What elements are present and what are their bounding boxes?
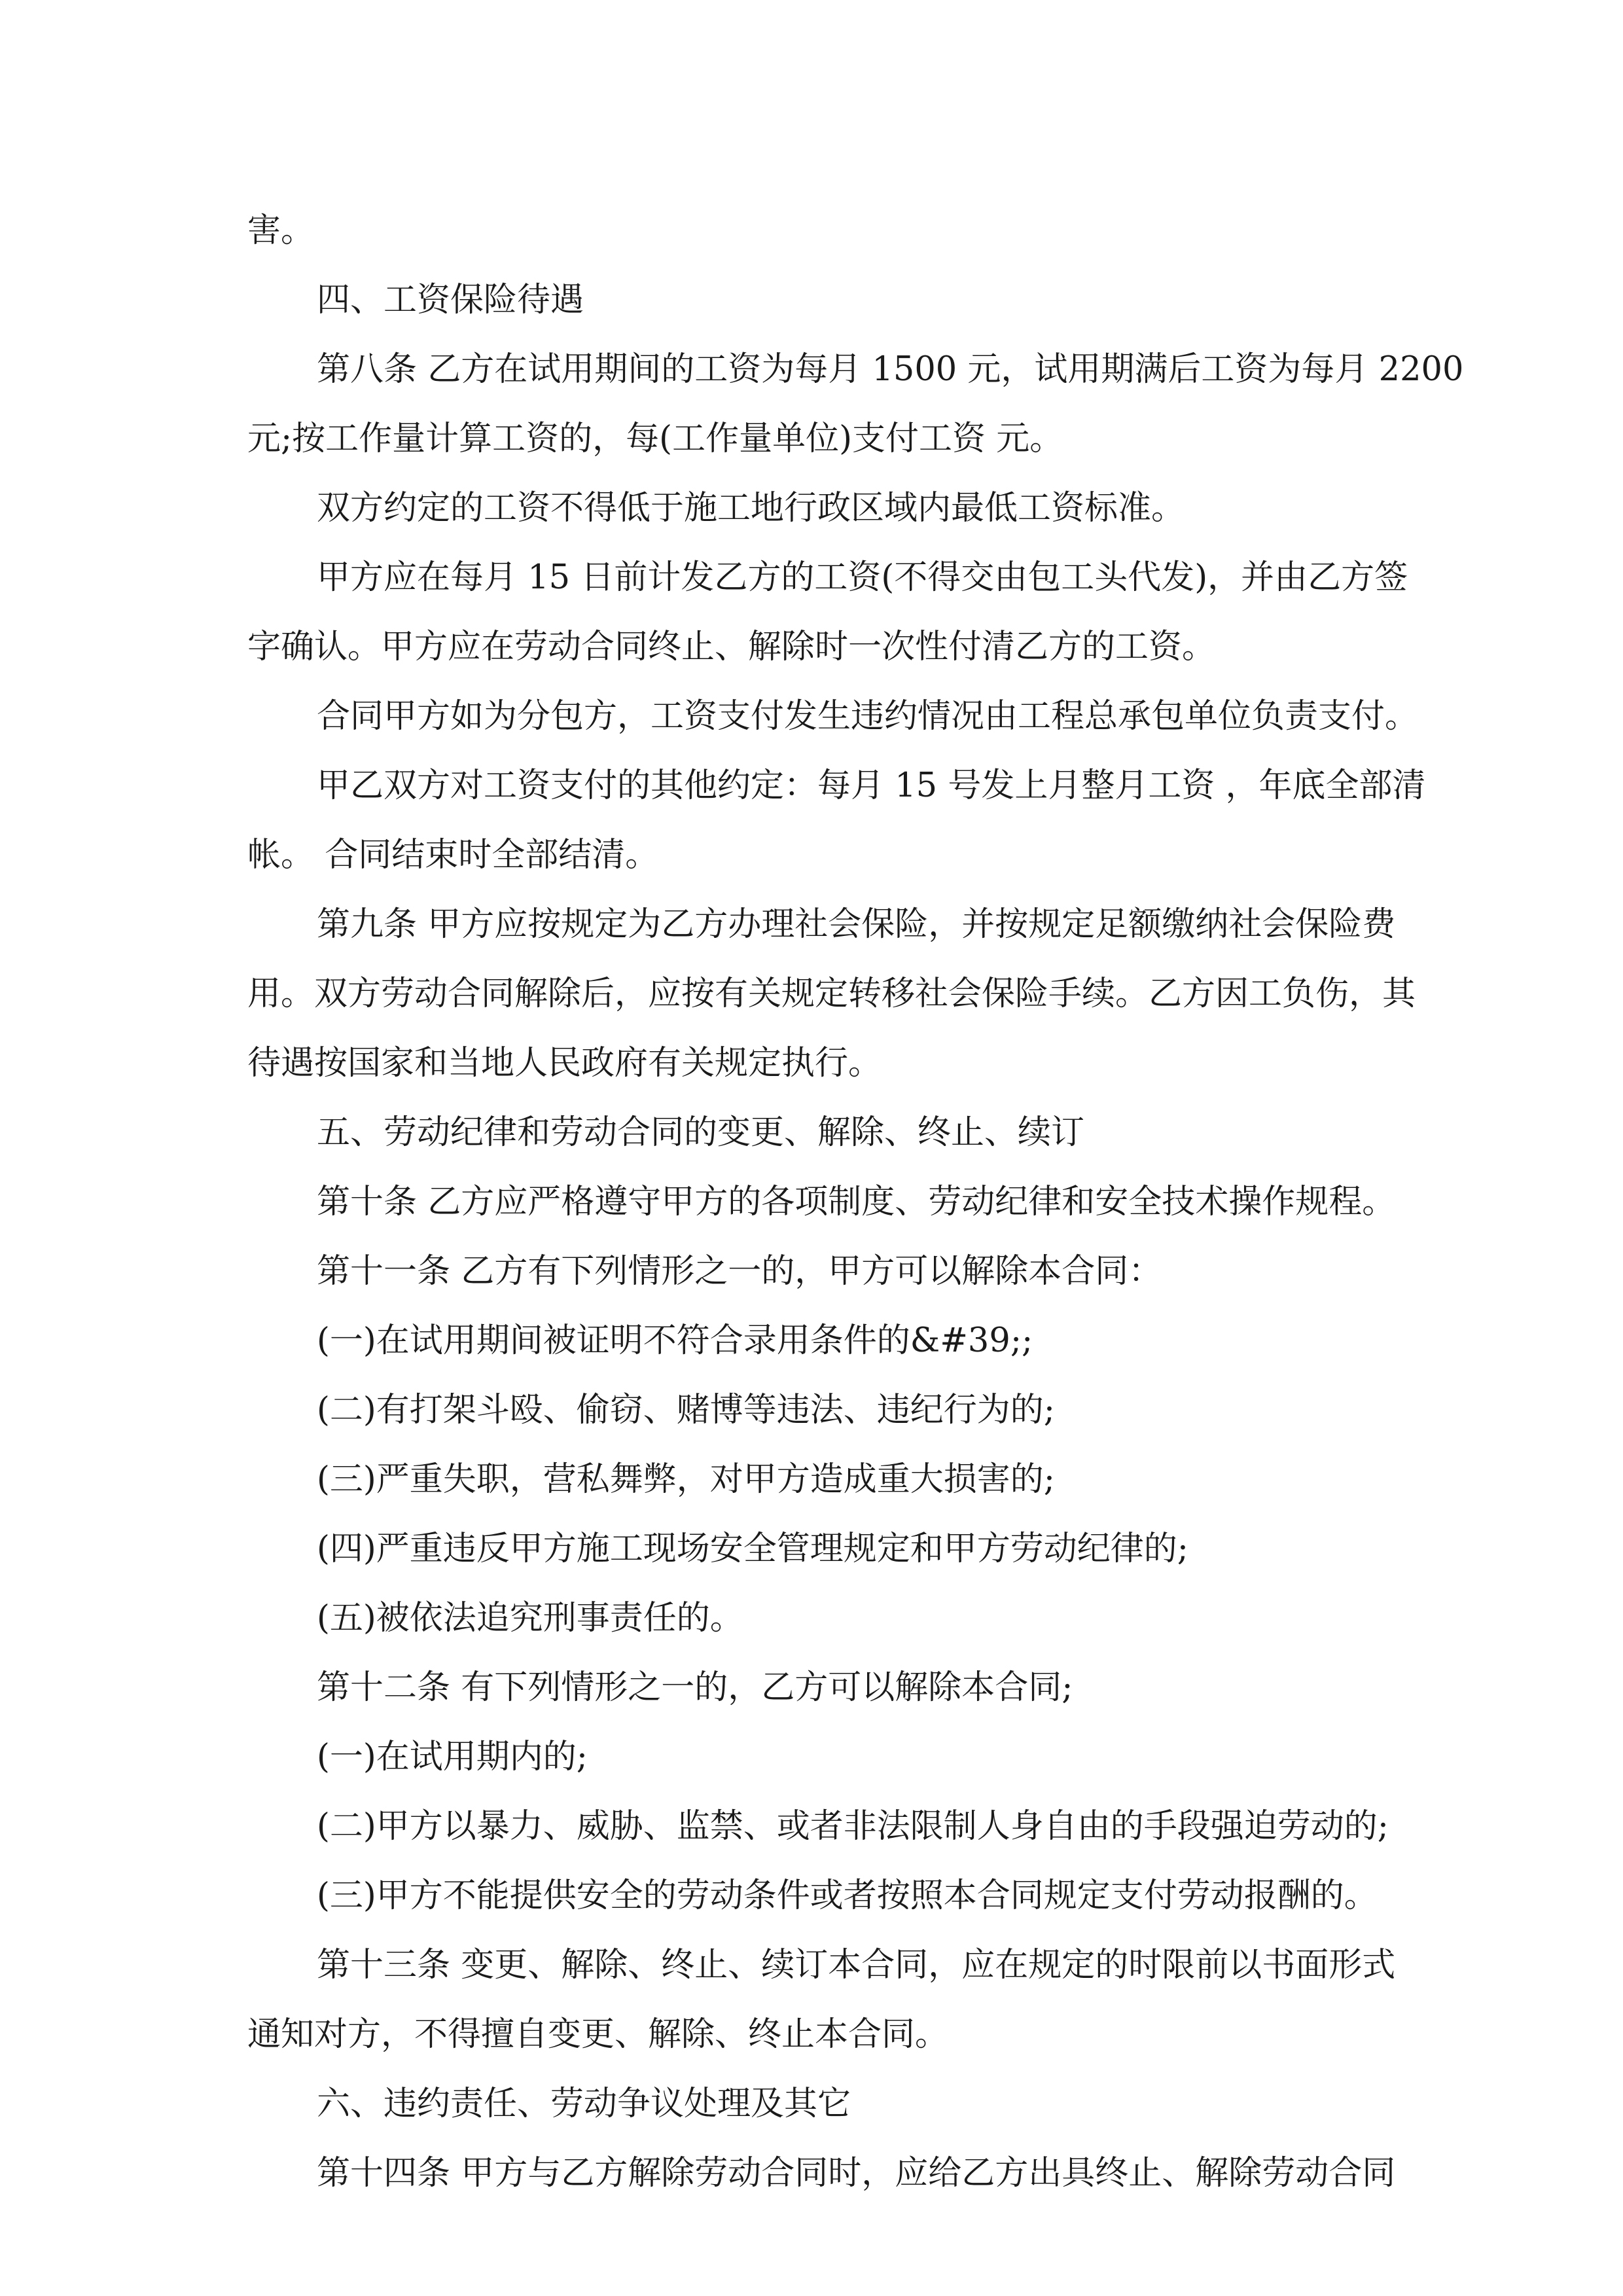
text-line: 元;按工作量计算工资的，每(工作量单位)支付工资 元。 — [247, 420, 1063, 458]
text-line: 待遇按国家和当地人民政府有关规定执行。 — [247, 1044, 882, 1083]
text-line: 六、违约责任、劳动争议处理及其它 — [317, 2085, 851, 2123]
text-line: (三)甲方不能提供安全的劳动条件或者按照本合同规定支付劳动报酬的。 — [317, 1876, 1378, 1915]
text-line: 害。 — [247, 211, 315, 250]
text-line: 第十二条 有下列情形之一的，乙方可以解除本合同; — [317, 1668, 1073, 1707]
text-line: 双方约定的工资不得低于施工地行政区域内最低工资标准。 — [317, 489, 1185, 528]
text-line: 第十四条 甲方与乙方解除劳动合同时，应给乙方出具终止、解除劳动合同 — [317, 2154, 1396, 2193]
text-line: (四)严重违反甲方施工现场安全管理规定和甲方劳动纪律的; — [317, 1530, 1188, 1568]
text-line: 合同甲方如为分包方，工资支付发生违约情况由工程总承包单位负责支付。 — [317, 697, 1419, 736]
text-line: (一)在试用期间被证明不符合录用条件的&#39;; — [317, 1321, 1033, 1360]
text-line: (二)甲方以暴力、威胁、监禁、或者非法限制人身自由的手段强迫劳动的; — [317, 1807, 1389, 1846]
text-line: 五、劳动纪律和劳动合同的变更、解除、终止、续订 — [317, 1113, 1085, 1152]
text-line: 帐。 合同结束时全部结清。 — [247, 836, 659, 874]
text-line: 用。双方劳动合同解除后，应按有关规定转移社会保险手续。乙方因工负伤，其 — [247, 975, 1416, 1013]
text-line: (一)在试用期内的; — [317, 1738, 588, 1776]
text-line: (三)严重失职，营私舞弊，对甲方造成重大损害的; — [317, 1460, 1055, 1499]
text-line: 第十条 乙方应严格遵守甲方的各项制度、劳动纪律和安全技术操作规程。 — [317, 1183, 1396, 1221]
text-line: 甲方应在每月 15 日前计发乙方的工资(不得交由包工头代发)，并由乙方签 — [317, 558, 1408, 597]
document-body — [247, 196, 1464, 2208]
text-line: (五)被依法追究刑事责任的。 — [317, 1599, 743, 1638]
text-line: (二)有打架斗殴、偷窃、赌博等违法、违纪行为的; — [317, 1391, 1055, 1429]
text-line: 第十三条 变更、解除、终止、续订本合同，应在规定的时限前以书面形式 — [317, 1946, 1396, 1984]
text-line: 通知对方，不得擅自变更、解除、终止本合同。 — [247, 2015, 949, 2054]
text-line: 第八条 乙方在试用期间的工资为每月 1500 元，试用期满后工资为每月 2200 — [317, 350, 1464, 389]
text-line: 甲乙双方对工资支付的其他约定：每月 15 号发上月整月工资 ，年底全部清 — [317, 766, 1426, 805]
text-line: 四、工资保险待遇 — [317, 281, 584, 319]
text-line: 第九条 甲方应按规定为乙方办理社会保险，并按规定足额缴纳社会保险费 — [317, 905, 1396, 944]
text-line: 第十一条 乙方有下列情形之一的，甲方可以解除本合同： — [317, 1252, 1162, 1291]
text-line: 字确认。甲方应在劳动合同终止、解除时一次性付清乙方的工资。 — [247, 628, 1216, 666]
